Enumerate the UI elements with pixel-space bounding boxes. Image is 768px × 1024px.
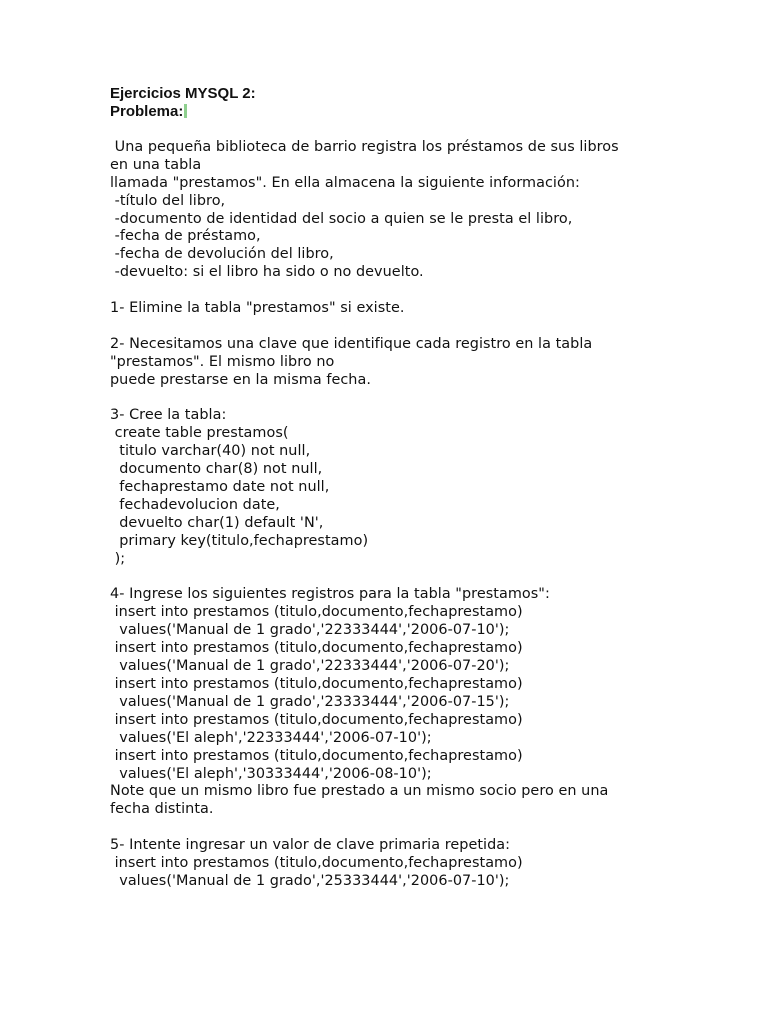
- step-5-section: [110, 837, 710, 891]
- intro-line: en una tabla: [110, 156, 202, 173]
- step2-line: 2- Necesitamos una clave que identifique cada registro en la tabla: [110, 335, 593, 352]
- step-3-section: [110, 407, 710, 568]
- intro-line: -título del libro,: [110, 192, 226, 209]
- step5-line: insert into prestamos (titulo,documento,fechaprestamo): [110, 855, 523, 872]
- step2-line: "prestamos". El mismo libro no: [110, 353, 335, 370]
- step4-line: insert into prestamos (titulo,documento,fechaprestamo): [110, 747, 523, 764]
- step3-line: documento char(8) not null,: [110, 461, 323, 478]
- step4-line: values('El aleph','22333444','2006-07-10');: [110, 729, 432, 746]
- step2-line: puede prestarse en la misma fecha.: [110, 371, 371, 388]
- step4-line: values('Manual de 1 grado','22333444','2006-07-20');: [110, 658, 510, 675]
- step-1-section: [110, 300, 710, 318]
- step3-line: fechaprestamo date not null,: [110, 479, 330, 496]
- intro-line: -fecha de devolución del libro,: [110, 246, 334, 263]
- step4-line: values('El aleph','30333444','2006-08-10');: [110, 765, 432, 782]
- step3-line: 3- Cree la tabla:: [110, 407, 227, 424]
- step4-line: Note que un mismo libro fue prestado a un mismo socio pero en una: [110, 783, 609, 800]
- text-cursor: [184, 104, 187, 118]
- step3-line: primary key(titulo,fechaprestamo): [110, 532, 369, 549]
- document-content: [110, 85, 710, 891]
- step3-line: create table prestamos(: [110, 425, 289, 442]
- step1-line: 1- Elimine la tabla "prestamos" si existe.: [110, 300, 405, 317]
- step-2-section: [110, 336, 710, 390]
- step3-line: titulo varchar(40) not null,: [110, 443, 311, 460]
- step4-line: values('Manual de 1 grado','23333444','2006-07-15');: [110, 693, 510, 710]
- step4-line: 4- Ingrese los siguientes registros para la tabla "prestamos":: [110, 586, 550, 603]
- step5-line: 5- Intente ingresar un valor de clave primaria repetida:: [110, 837, 511, 854]
- intro-line: Una pequeña biblioteca de barrio registra los préstamos de sus libros: [110, 138, 619, 155]
- step4-line: values('Manual de 1 grado','22333444','2006-07-10');: [110, 622, 510, 639]
- intro-line: -fecha de préstamo,: [110, 228, 261, 245]
- step4-line: fecha distinta.: [110, 801, 214, 818]
- step4-line: insert into prestamos (titulo,documento,fechaprestamo): [110, 711, 523, 728]
- step5-line: values('Manual de 1 grado','25333444','2006-07-10');: [110, 872, 510, 889]
- step3-line: devuelto char(1) default 'N',: [110, 514, 324, 531]
- step3-line: );: [110, 550, 126, 567]
- step4-line: insert into prestamos (titulo,documento,fechaprestamo): [110, 676, 523, 693]
- document-title: Ejercicios MYSQL 2:: [110, 85, 256, 102]
- intro-line: -devuelto: si el libro ha sido o no devuelto.: [110, 264, 424, 281]
- step3-line: fechadevolucion date,: [110, 496, 280, 513]
- step4-line: insert into prestamos (titulo,documento,fechaprestamo): [110, 640, 523, 657]
- problem-heading: [110, 103, 710, 121]
- step4-line: insert into prestamos (titulo,documento,fechaprestamo): [110, 604, 523, 621]
- problem-label: Problema:: [110, 103, 184, 120]
- intro-section: [110, 139, 710, 282]
- step-4-section: [110, 586, 710, 819]
- intro-line: llamada "prestamos". En ella almacena la siguiente información:: [110, 174, 580, 191]
- intro-line: -documento de identidad del socio a quien se le presta el libro,: [110, 210, 573, 227]
